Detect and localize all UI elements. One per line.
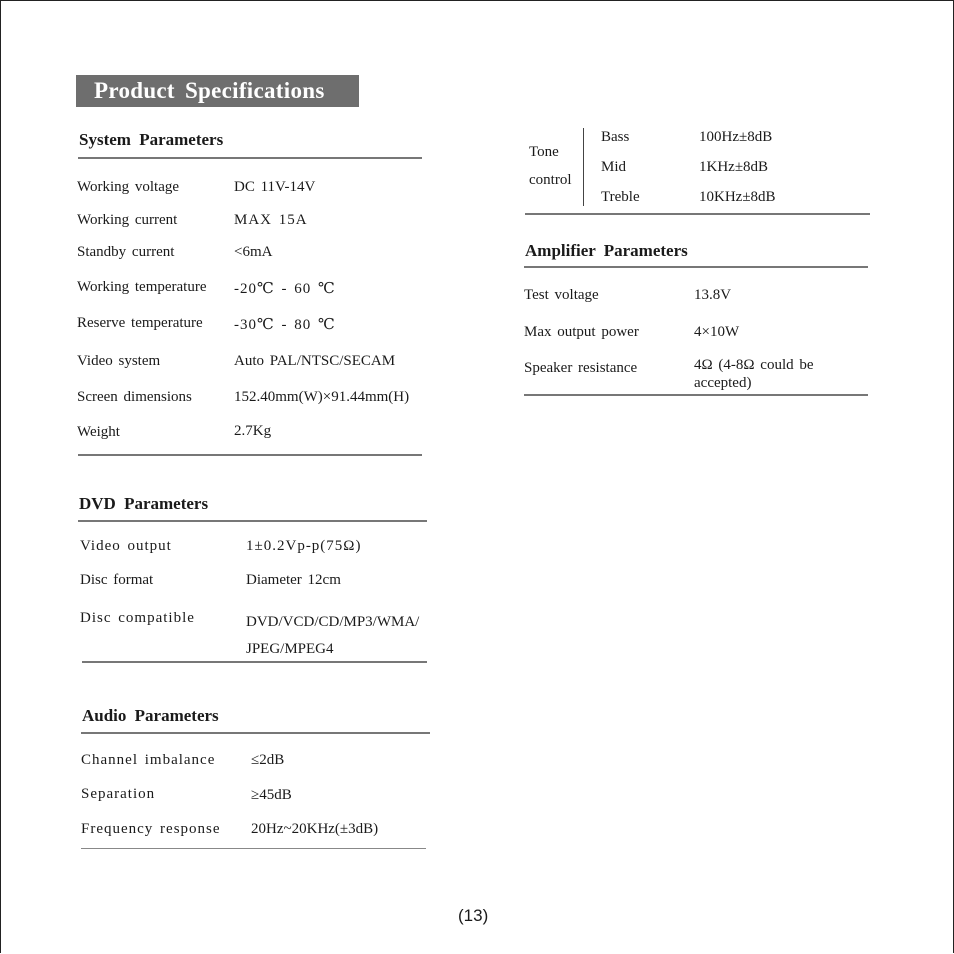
dvd-row-label: Disc compatible bbox=[80, 610, 195, 626]
dvd-heading-rule bbox=[78, 520, 427, 522]
system-row-value: 152.40mm(W)×91.44mm(H) bbox=[234, 389, 410, 405]
system-row-label: Weight bbox=[77, 424, 120, 440]
audio-heading-rule bbox=[81, 732, 430, 734]
audio-parameters-heading: Audio Parameters bbox=[82, 706, 219, 725]
amplifier-row-label: Max output power bbox=[524, 324, 639, 340]
tone-divider bbox=[583, 128, 584, 206]
audio-row-label: Frequency response bbox=[81, 821, 221, 837]
amplifier-heading-rule bbox=[524, 266, 868, 268]
audio-bottom-rule bbox=[81, 848, 426, 849]
audio-row-label: Separation bbox=[81, 786, 156, 802]
amplifier-row-label: Speaker resistance bbox=[524, 360, 638, 376]
dvd-bottom-rule bbox=[82, 661, 427, 663]
system-row-label: Standby current bbox=[77, 244, 175, 260]
tone-control-label: Tone bbox=[529, 144, 559, 160]
audio-row-value: ≤2dB bbox=[251, 752, 285, 768]
tone-row-value: 10KHz±8dB bbox=[699, 189, 776, 205]
system-row-label: Working voltage bbox=[77, 179, 180, 195]
audio-row-label: Channel imbalance bbox=[81, 752, 216, 768]
system-row-value: -20℃ - 60 ℃ bbox=[234, 281, 336, 297]
system-row-value: 2.7Kg bbox=[234, 423, 272, 439]
system-parameters-heading: System Parameters bbox=[79, 130, 224, 149]
dvd-row-value: 1±0.2Vp-p(75Ω) bbox=[246, 538, 362, 554]
system-bottom-rule bbox=[78, 454, 422, 456]
system-row-label: Video system bbox=[77, 353, 161, 369]
page-title: Product Specifications bbox=[76, 75, 359, 107]
tone-bottom-rule bbox=[525, 213, 870, 215]
dvd-row-value: Diameter 12cm bbox=[246, 572, 341, 588]
tone-row-value: 1KHz±8dB bbox=[699, 159, 769, 175]
system-row-value: Auto PAL/NTSC/SECAM bbox=[234, 353, 396, 369]
tone-row-label: Treble bbox=[601, 189, 640, 205]
amplifier-parameters-heading: Amplifier Parameters bbox=[525, 241, 688, 260]
dvd-row-value: DVD/VCD/CD/MP3/WMA/ JPEG/MPEG4 bbox=[246, 614, 420, 657]
system-row-value: <6mA bbox=[234, 244, 273, 260]
amplifier-row-value: 13.8V bbox=[694, 287, 732, 303]
amplifier-row-value: 4×10W bbox=[694, 324, 740, 340]
dvd-parameters-heading: DVD Parameters bbox=[79, 494, 209, 513]
dvd-row-label: Disc format bbox=[80, 572, 154, 588]
amplifier-row-label: Test voltage bbox=[524, 287, 599, 303]
system-row-label: Working current bbox=[77, 212, 178, 228]
system-row-value: -30℃ - 80 ℃ bbox=[234, 317, 336, 333]
page-number: (13) bbox=[458, 906, 489, 925]
amplifier-bottom-rule bbox=[524, 394, 868, 396]
system-row-value: DC 11V-14V bbox=[234, 179, 316, 195]
tone-control-label: control bbox=[529, 172, 572, 188]
audio-row-value: 20Hz~20KHz(±3dB) bbox=[251, 821, 379, 837]
audio-row-value: ≥45dB bbox=[251, 787, 292, 803]
tone-row-value: 100Hz±8dB bbox=[699, 129, 773, 145]
system-row-label: Reserve temperature bbox=[77, 315, 203, 331]
amplifier-row-value: 4Ω (4-8Ω could be accepted) bbox=[694, 357, 814, 391]
system-row-label: Working temperature bbox=[77, 279, 207, 295]
system-heading-rule bbox=[78, 157, 422, 159]
tone-row-label: Mid bbox=[601, 159, 627, 175]
system-row-label: Screen dimensions bbox=[77, 389, 192, 405]
dvd-row-label: Video output bbox=[80, 538, 172, 554]
tone-row-label: Bass bbox=[601, 129, 630, 145]
system-row-value: MAX 15A bbox=[234, 212, 308, 228]
